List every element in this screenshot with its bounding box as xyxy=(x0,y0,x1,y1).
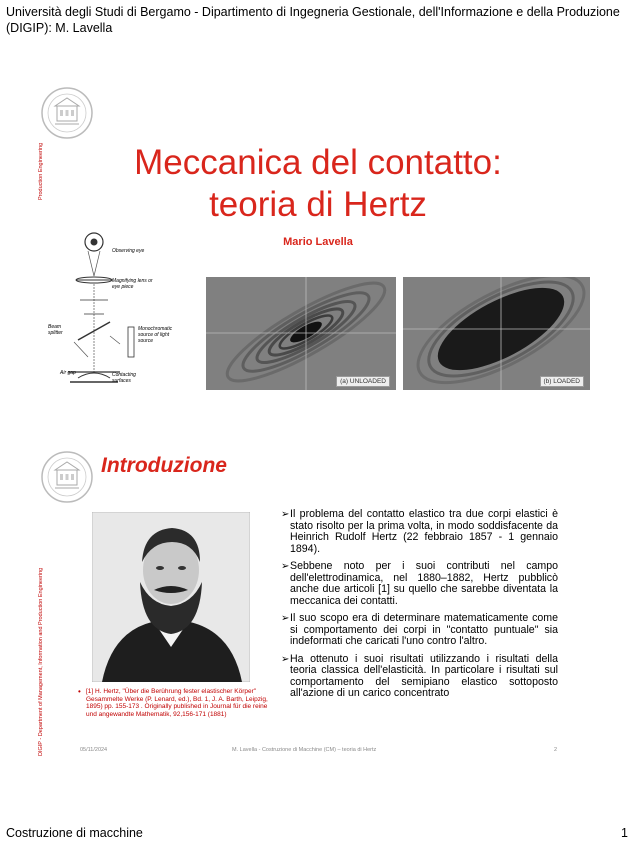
arrow-bullet-icon: ➢ xyxy=(281,509,290,520)
slide2-footer-center: M. Lavella - Costruzione di Macchine (CM) – teoria di Hertz xyxy=(232,747,377,753)
reference-note: [1] H. Hertz, "Über die Berührung fester elastischer Körper" Gesammelte Werke (P. Lenard, ed.), Bd. 1, J. A. Barth, Leipzig, 1895) pp. 155-173 . Originally published in Journal für die reine und angewandte Mathematik, 92,156-171 (1881) xyxy=(86,688,268,718)
hertz-portrait xyxy=(92,512,250,682)
university-seal-icon-slide2 xyxy=(40,450,94,504)
slide2-title: Introduzione xyxy=(101,454,227,477)
label-beam-splitter: Beam splitter xyxy=(48,324,63,336)
label-magnifying-lens: Magnifying lens or eye piece xyxy=(112,278,153,290)
bullet-item: ➢ Ha ottenuto i suoi risultati utilizzando i risultati della teoria classica dell'elasticità. In particolare i risultati sul comportamento del semipiano elastico sottoposto all'azione di un carico concentrato xyxy=(281,652,558,699)
fringe-pattern-unloaded-icon xyxy=(206,277,396,390)
university-seal-icon xyxy=(40,86,94,140)
label-contacting-surfaces: Contacting surfaces xyxy=(112,372,136,384)
label-observing-eye: Observing eye xyxy=(112,248,145,254)
arrow-bullet-icon: ➢ xyxy=(281,561,290,572)
document-header: Università degli Studi di Bergamo - Dipartimento di Ingegneria Gestionale, dell'Informazione e della Produzione (DIGIP): M. Lavella xyxy=(6,5,620,35)
title-line-2: teoria di Hertz xyxy=(209,185,427,224)
slide2-footer-page: 2 xyxy=(554,747,558,753)
fringe-pattern-loaded-icon xyxy=(403,277,590,390)
label-loaded: (b) LOADED xyxy=(540,376,584,387)
title-line-1: Meccanica del contatto: xyxy=(134,143,502,182)
slide2-vertical-label: DIGIP - Department of Management, Information and Production Engineering xyxy=(38,567,44,756)
reference-bullet-icon: • xyxy=(78,687,81,696)
label-air-gap: Air gap xyxy=(60,370,76,376)
document-footer-title: Costruzione di macchine xyxy=(6,826,143,840)
bullet-item: ➢ Il problema del contatto elastico tra due corpi elastici è stato risolto per la prima volta, in modo soddisfacente da Heinrich Rudolf Hertz (22 febbraio 1857 - 1 gennaio 1894). xyxy=(281,508,558,555)
slide2-footer-date: 05/11/2024 xyxy=(80,747,108,753)
document-page-number: 1 xyxy=(621,826,628,840)
fringe-photo-unloaded xyxy=(206,277,396,390)
bullet-list xyxy=(282,509,558,706)
slide1-title xyxy=(100,142,536,226)
arrow-bullet-icon: ➢ xyxy=(281,613,290,624)
label-unloaded: (a) UNLOADED xyxy=(336,376,390,387)
bullet-item: ➢ Sebbene noto per i suoi contributi nel campo dell'elettrodinamica, nel 1880–1882, Hertz pubblicò anche due articoli [1] su quello che sarebbe diventata la meccanica dei contatti. xyxy=(281,560,558,607)
slide-title xyxy=(0,60,636,410)
arrow-bullet-icon: ➢ xyxy=(281,653,290,665)
bullet-item: ➢ Il suo scopo era di determinare matematicamente come si comportamento dei corpi in "contatto puntuale" sia indeformati che caricati l'uno contro l'altro. xyxy=(281,612,558,647)
fringe-photo-loaded xyxy=(403,277,590,390)
label-monochromatic-light: Monochromatic source of light source xyxy=(138,326,173,344)
slide1-author: Mario Lavella xyxy=(283,236,353,248)
interferometer-diagram xyxy=(48,232,198,392)
slide1-vertical-label: Production Engineering xyxy=(38,142,44,200)
